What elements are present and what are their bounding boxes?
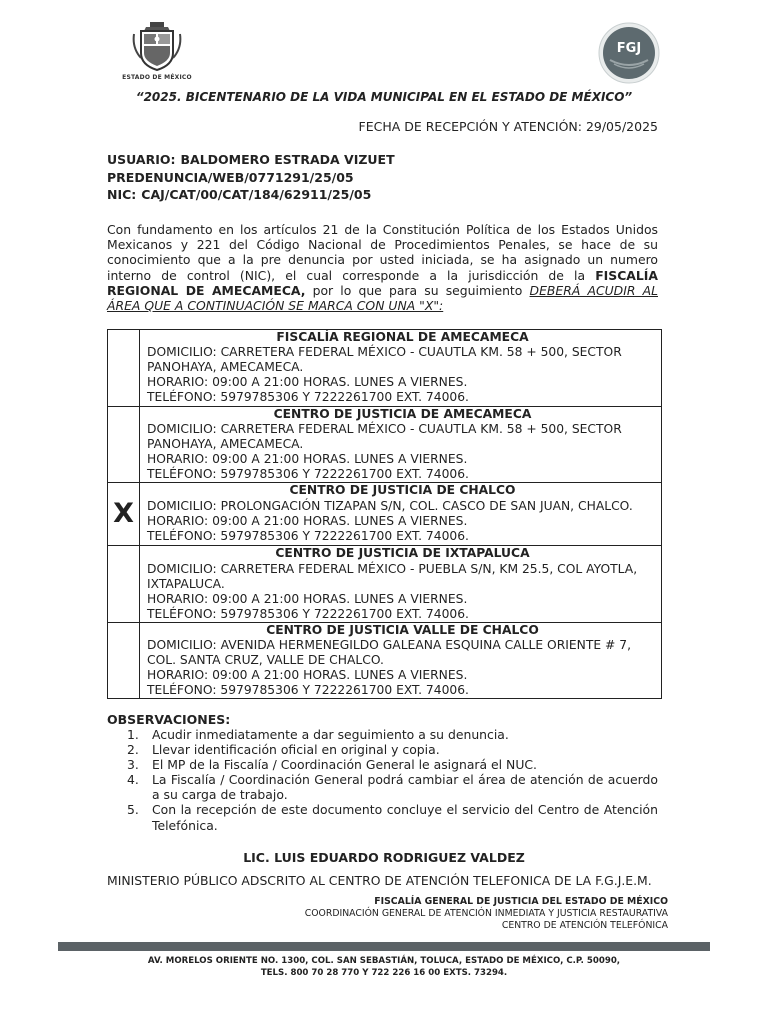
intro-underlined: DEBERÁ ACUDIR AL ÁREA QUE A CONTINUACIÓN SE MARCA CON UNA "X":	[107, 282, 658, 314]
list-item	[127, 757, 658, 772]
office-mark	[108, 407, 140, 483]
item-number: 4.	[127, 772, 139, 788]
office-telefono: TELÉFONO: 5979785306 Y 7222261700 EXT. 74006.	[147, 606, 469, 621]
office-horario: HORARIO: 09:00 A 21:00 HORAS. LUNES A VIERNES.	[147, 375, 468, 390]
footer-divider	[58, 942, 710, 951]
nic-line	[107, 186, 395, 204]
item-number: 5.	[127, 802, 139, 818]
item-text: La Fiscalía / Coordinación General podrá cambiar el área de atención de acuerdo a su carga de trabajo.	[152, 772, 658, 803]
office-domicilio: DOMICILIO: PROLONGACIÓN TIZAPAN S/N, COL. CASCO DE SAN JUAN, CHALCO.	[147, 498, 633, 513]
item-number: 3.	[127, 757, 139, 773]
fgj-logo-text: FGJ	[616, 41, 642, 56]
case-identifiers	[107, 151, 395, 204]
office-horario: HORARIO: 09:00 A 21:00 HORAS. LUNES A VIERNES.	[147, 668, 468, 683]
item-text: Llevar identificación oficial en original y copia.	[152, 742, 440, 758]
office-telefono: TELÉFONO: 5979785306 Y 7222261700 EXT. 74006.	[147, 467, 469, 482]
intro-text-2: por lo que para su seguimiento	[305, 282, 530, 298]
office-info	[140, 483, 662, 546]
organization-block	[305, 896, 668, 932]
intro-bold: FISCALÍA REGIONAL DE AMECAMECA,	[107, 267, 658, 298]
item-text: Con la recepción de este documento concluye el servicio del Centro de Atención Telefónica.	[152, 802, 658, 833]
office-row	[108, 483, 662, 546]
nic-value: CAJ/CAT/00/CAT/184/62911/25/05	[141, 187, 372, 202]
office-info	[140, 546, 662, 622]
signer-role: MINISTERIO PÚBLICO ADSCRITO AL CENTRO DE ATENCIÓN TELEFONICA DE LA F.G.J.E.M.	[107, 873, 652, 888]
item-text: El MP de la Fiscalía / Coordinación General le asignará el NUC.	[152, 757, 537, 773]
office-mark	[108, 546, 140, 622]
footer-address	[0, 955, 768, 979]
fgj-badge-icon	[598, 22, 660, 84]
office-title: FISCALÍA REGIONAL DE AMECAMECA	[276, 330, 529, 344]
office-mark	[108, 622, 140, 698]
office-domicilio: DOMICILIO: AVENIDA HERMENEGILDO GALEANA ESQUINA CALLE ORIENTE # 7, COL. SANTA CRUZ, VALLE DE CHALCO.	[147, 638, 631, 668]
intro-text-1: Con fundamento en los artículos 21 de la Constitución Política de los Estados Unidos Mexicanos y 221 del Código Nacional de Procedimientos Penales, se hace de su conocimiento que a la pre denuncia por usted iniciada, se ha asignado un numero interno de control (NIC), el cual corresponde a la jurisdicción de la	[107, 222, 658, 283]
org-line-3: CENTRO DE ATENCIÓN TELEFÓNICA	[501, 920, 668, 931]
intro-paragraph	[107, 222, 658, 313]
list-item	[127, 802, 658, 832]
item-number: 2.	[127, 742, 139, 758]
signer-name: LIC. LUIS EDUARDO RODRIGUEZ VALDEZ	[243, 850, 525, 865]
office-horario: HORARIO: 09:00 A 21:00 HORAS. LUNES A VIERNES.	[147, 452, 468, 467]
office-domicilio: DOMICILIO: CARRETERA FEDERAL MÉXICO - PUEBLA S/N, KM 25.5, COL AYOTLA, IXTAPALUCA.	[147, 561, 638, 591]
usuario-label: USUARIO:	[107, 152, 176, 167]
item-text: Acudir inmediatamente a dar seguimiento a su denuncia.	[152, 727, 509, 742]
office-domicilio: DOMICILIO: CARRETERA FEDERAL MÉXICO - CUAUTLA KM. 58 + 500, SECTOR PANOHAYA, AMECAMECA.	[147, 345, 622, 375]
estado-de-mexico-logo	[112, 20, 202, 84]
office-info	[140, 622, 662, 698]
office-info	[140, 407, 662, 483]
usuario-line	[107, 151, 395, 169]
office-row	[108, 622, 662, 698]
office-row	[108, 330, 662, 407]
nic-label: NIC:	[107, 187, 137, 202]
office-domicilio: DOMICILIO: CARRETERA FEDERAL MÉXICO - CUAUTLA KM. 58 + 500, SECTOR PANOHAYA, AMECAMECA.	[147, 422, 622, 452]
office-mark: X	[108, 483, 140, 546]
predenuncia-line: PREDENUNCIA/WEB/0771291/25/05	[107, 169, 354, 185]
office-mark	[108, 330, 140, 407]
reception-date: FECHA DE RECEPCIÓN Y ATENCIÓN: 29/05/2025	[358, 119, 658, 134]
list-item	[127, 772, 658, 802]
list-item	[127, 742, 658, 757]
observaciones-title: OBSERVACIONES:	[107, 712, 231, 727]
office-row	[108, 546, 662, 622]
office-title: CENTRO DE JUSTICIA VALLE DE CHALCO	[266, 622, 539, 637]
logo-caption: ESTADO DE MÉXICO	[122, 74, 192, 81]
fgj-logo	[598, 22, 660, 84]
office-horario: HORARIO: 09:00 A 21:00 HORAS. LUNES A VIERNES.	[147, 591, 468, 606]
office-title: CENTRO DE JUSTICIA DE AMECAMECA	[273, 407, 532, 421]
observaciones-list	[127, 727, 658, 833]
item-number: 1.	[127, 727, 139, 742]
footer-line-1: AV. MORELOS ORIENTE NO. 1300, COL. SAN SEBASTIÁN, TOLUCA, ESTADO DE MÉXICO, C.P. 50090,	[147, 956, 621, 966]
org-line-2: COORDINACIÓN GENERAL DE ATENCIÓN INMEDIATA Y JUSTICIA RESTAURATIVA	[304, 908, 668, 919]
org-line-1: FISCALÍA GENERAL DE JUSTICIA DEL ESTADO DE MÉXICO	[374, 896, 668, 907]
motto: “2025. BICENTENARIO DE LA VIDA MUNICIPAL EN EL ESTADO DE MÉXICO”	[135, 90, 633, 104]
offices-table	[107, 329, 662, 699]
footer-line-2: TELS. 800 70 28 770 Y 722 226 16 00 EXTS. 73294.	[260, 968, 508, 978]
usuario-value: BALDOMERO ESTRADA VIZUET	[180, 152, 395, 167]
list-item	[127, 727, 658, 742]
office-row	[108, 407, 662, 483]
office-title: CENTRO DE JUSTICIA DE IXTAPALUCA	[275, 546, 530, 561]
office-horario: HORARIO: 09:00 A 21:00 HORAS. LUNES A VIERNES.	[147, 513, 468, 528]
office-telefono: TELÉFONO: 5979785306 Y 7222261700 EXT. 74006.	[147, 528, 469, 543]
coat-of-arms-icon	[132, 20, 182, 72]
office-telefono: TELÉFONO: 5979785306 Y 7222261700 EXT. 74006.	[147, 390, 469, 405]
office-telefono: TELÉFONO: 5979785306 Y 7222261700 EXT. 74006.	[147, 683, 469, 698]
office-title: CENTRO DE JUSTICIA DE CHALCO	[289, 483, 516, 498]
office-info	[140, 330, 662, 407]
